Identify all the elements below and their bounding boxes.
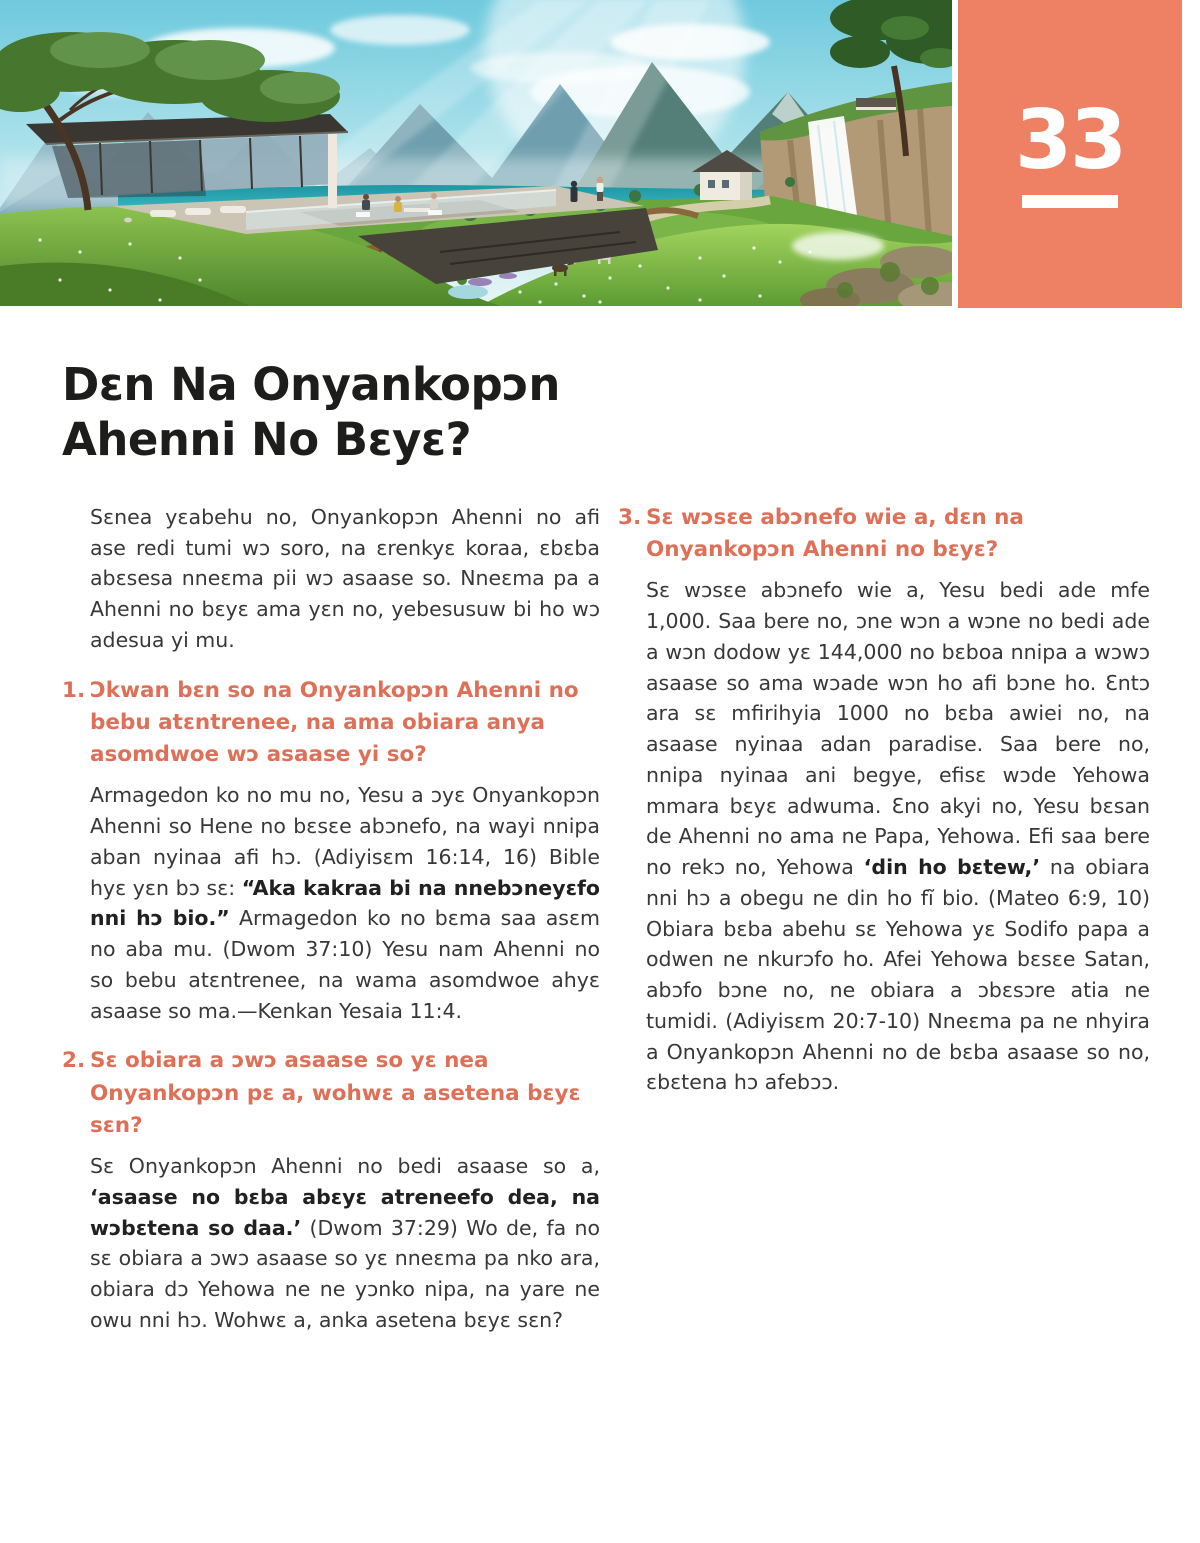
lesson-number-badge	[958, 0, 1182, 308]
question-2-answer	[90, 1151, 600, 1336]
right-column	[618, 502, 1150, 1098]
text-segment: na obiara nni hɔ a obegu ne din ho fĩ bio. (Mateo 6:9, 10) Obiara bɛba abehu sɛ Yehowa yɛ Sodifo papa a odwen ne nkurɔfo ho. Afei Yehowa bɛsɛe Satan, abɔfo bɔne no, ne obiara a ɔbɛsɔre atia ne tumidi. (Adiyisɛm 20:7-10) Nneɛma pa ne nhyira a Onyankopɔn Ahenni no de bɛba asaase so no, ɛbɛtena hɔ afebɔɔ.	[646, 855, 1150, 1095]
question-3-answer	[646, 575, 1150, 1098]
text-segment: Sɛ wɔsɛe abɔnefo wie a, Yesu bedi ade mfe 1,000. Saa bere no, ɔne wɔn a wɔne no bedi ade a wɔn dodow yɛ 144,000 no bɛboa nnipa a wɔwɔ asaase so ama wɔade wɔn ho afi bɔne ho. Ɛntɔ ara sɛ mfirihyia 1000 no bɛba awiei no, na asaase nyinaa adan paradise. Saa bere no, nnipa nyinaa ani begye, efisɛ wɔde Yehowa mmara bɛyɛ adwuma. Ɛno akyi no, Yesu bɛsan de Ahenni no ama ne Papa, Yehowa. Efi saa bere no rekɔ no, Yehowa	[646, 578, 1150, 880]
lesson-number-underline	[1022, 195, 1118, 208]
question-1-heading	[62, 675, 600, 772]
lesson-number: 33	[1014, 93, 1126, 188]
text-segment: “Aka kakraa bi na nnebɔneyɛfo nni hɔ bio.”	[90, 875, 600, 931]
question-2-number: 2.	[62, 1048, 86, 1074]
question-1-text: Ɔkwan bɛn so na Onyankopɔn Ahenni no bebu atɛntrenee, na ama obiara anya asomdwoe wɔ asaase yi so?	[90, 677, 579, 768]
question-block-2	[62, 1045, 600, 1335]
text-segment: (Dwom 37:29) Wo de, fa no sɛ obiara a ɔwɔ asaase so yɛ nneɛma pa nko ara, obiara dɔ Yehowa ne ne yɔnko nipa, na yare ne owu nni hɔ. Wohwɛ a, anka asetena bɛyɛ sɛn?	[90, 1215, 600, 1332]
question-3-heading	[618, 502, 1150, 567]
question-1-answer	[90, 780, 600, 1026]
page-title: Dɛn Na Onyankopɔn Ahenni No Bɛyɛ?	[62, 358, 560, 466]
text-segment: Armagedon ko no mu no, Yesu a ɔyɛ Onyankopɔn Ahenni so Hene no bɛsɛe abɔnefo, na wayi nnipa aban nyinaa afi hɔ. (Adiyisɛm 16:14, 16) Bible hyɛ yɛn bɔ sɛ:	[90, 783, 600, 900]
question-2-text: Sɛ obiara a ɔwɔ asaase so yɛ nea Onyankopɔn pɛ a, wohwɛ a asetena bɛyɛ sɛn?	[90, 1048, 581, 1138]
text-segment: Sɛ Onyankopɔn Ahenni no bedi asaase so a,	[90, 1154, 600, 1179]
intro-paragraph: Sɛnea yɛabehu no, Onyankopɔn Ahenni no afi ase redi tumi wɔ soro, na ɛrenkyɛ koraa, ɛbɛba abɛsesa nneɛma pii wɔ asaase so. Nneɛma pa a Ahenni no bɛyɛ ama yɛn no, yebesusuw bi ho wɔ adesua yi mu.	[90, 504, 600, 652]
text-segment: ‘asaase no bɛba abɛyɛ atreneefo dea, na wɔbɛtena so daa.’	[90, 1184, 600, 1240]
question-block-1	[62, 675, 600, 1027]
question-1-number: 1.	[62, 677, 86, 703]
text-segment: Armagedon ko no bɛma saa asɛm no aba mu. (Dwom 37:10) Yesu nam Ahenni no so bebu atɛntrenee, na wama asomdwoe ahyɛ asaase so ma.—Kenkan Yesaia 11:4.	[90, 906, 600, 1023]
question-block-3	[618, 502, 1150, 1098]
content-columns	[62, 502, 1150, 1336]
left-column	[62, 502, 600, 1336]
question-3-text: Sɛ wɔsɛe abɔnefo wie a, dɛn na Onyankopɔn Ahenni no bɛyɛ?	[646, 504, 1024, 563]
text-segment: ‘din ho bɛtew,’	[863, 855, 1041, 880]
question-2-heading	[62, 1045, 600, 1142]
paradise-landscape-image	[0, 0, 952, 306]
hero-section	[0, 0, 1200, 308]
question-3-number: 3.	[618, 504, 642, 530]
